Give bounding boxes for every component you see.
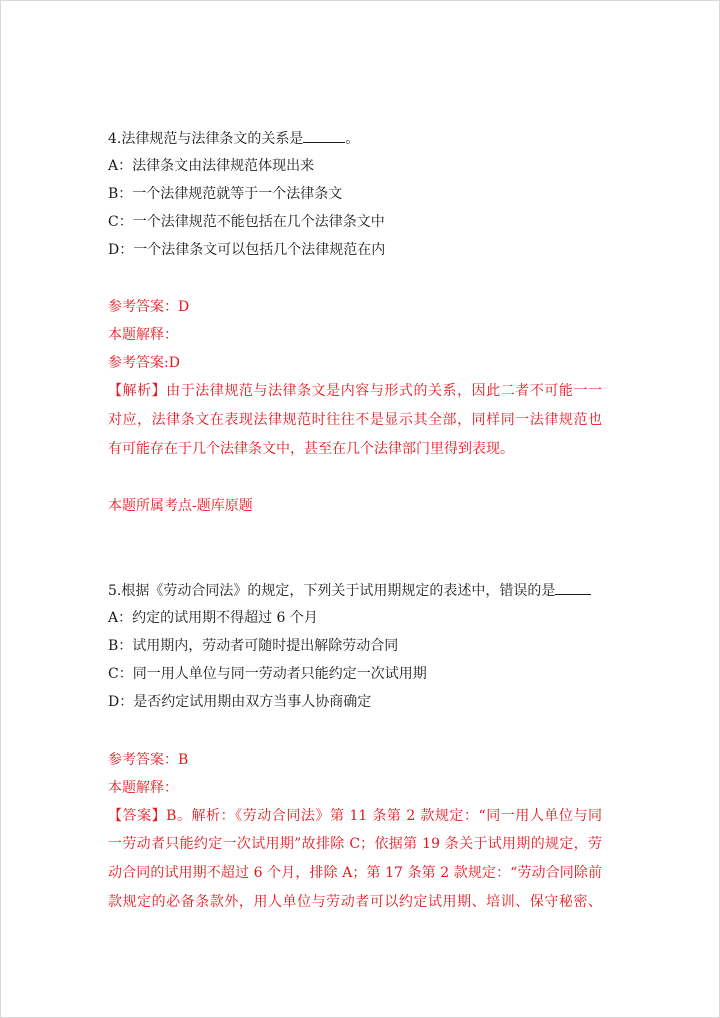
question-4-stem — [108, 128, 359, 148]
question-4-source: 本题所属考点-题库原题 — [108, 498, 253, 514]
question-5-option-d: D：是否约定试用期由双方当事人协商确定 — [108, 694, 372, 710]
question-4-stem-text: 4.法律规范与法律条文的关系是 — [108, 131, 304, 147]
answer-blank — [303, 128, 345, 143]
question-4-answer-repeat: 参考答案:D — [108, 355, 180, 371]
question-4-option-c: C：一个法律规范不能包括在几个法律条文中 — [108, 214, 385, 230]
question-5-explain-label: 本题解释： — [108, 780, 178, 796]
question-4-option-d: D：一个法律条文可以包括几个法律规范在内 — [108, 242, 386, 258]
question-5-analysis-line-2: 一劳动者只能约定一次试用期”故排除 C；依据第 19 条关于试用期的规定，劳 — [108, 836, 602, 852]
question-5-analysis-line-3: 动合同的试用期不超过 6 个月，排除 A；第 17 条第 2 款规定：“劳动合同除前 — [108, 865, 602, 881]
question-4-option-b: B：一个法律规范就等于一个法律条文 — [108, 186, 343, 202]
question-4-analysis-line-2: 对应，法律条文在表现法律规范时往往不是显示其全部，同样同一法律规范也 — [108, 412, 602, 428]
question-4-explain-label: 本题解释： — [108, 327, 178, 343]
question-4-analysis-line-3: 有可能存在于几个法律条文中，甚至在几个法律部门里得到表现。 — [108, 441, 514, 457]
question-5-option-b: B：试用期内，劳动者可随时提出解除劳动合同 — [108, 638, 399, 654]
question-5-stem-text: 5.根据《劳动合同法》的规定，下列关于试用期规定的表述中，错误的是 — [108, 583, 556, 599]
question-5-answer: 参考答案：B — [108, 752, 189, 768]
question-4-analysis-line-1: 【解析】由于法律规范与法律条文是内容与形式的关系，因此二者不可能一一 — [108, 383, 602, 399]
answer-blank — [555, 580, 591, 595]
question-5-analysis-line-4: 款规定的必备条款外，用人单位与劳动者可以约定试用期、培训、保守秘密、 — [108, 894, 602, 910]
question-4-answer: 参考答案：D — [108, 299, 190, 315]
question-5-option-c: C：同一用人单位与同一劳动者只能约定一次试用期 — [108, 666, 427, 682]
question-5-option-a: A：约定的试用期不得超过 6 个月 — [108, 610, 318, 626]
question-5-analysis-line-1: 【答案】B。解析：《劳动合同法》第 11 条第 2 款规定：“同一用人单位与同 — [108, 808, 602, 824]
question-4-option-a: A：法律条文由法律规范体现出来 — [108, 158, 315, 174]
question-5-stem — [108, 580, 591, 600]
question-4-stem-end: 。 — [345, 131, 360, 147]
